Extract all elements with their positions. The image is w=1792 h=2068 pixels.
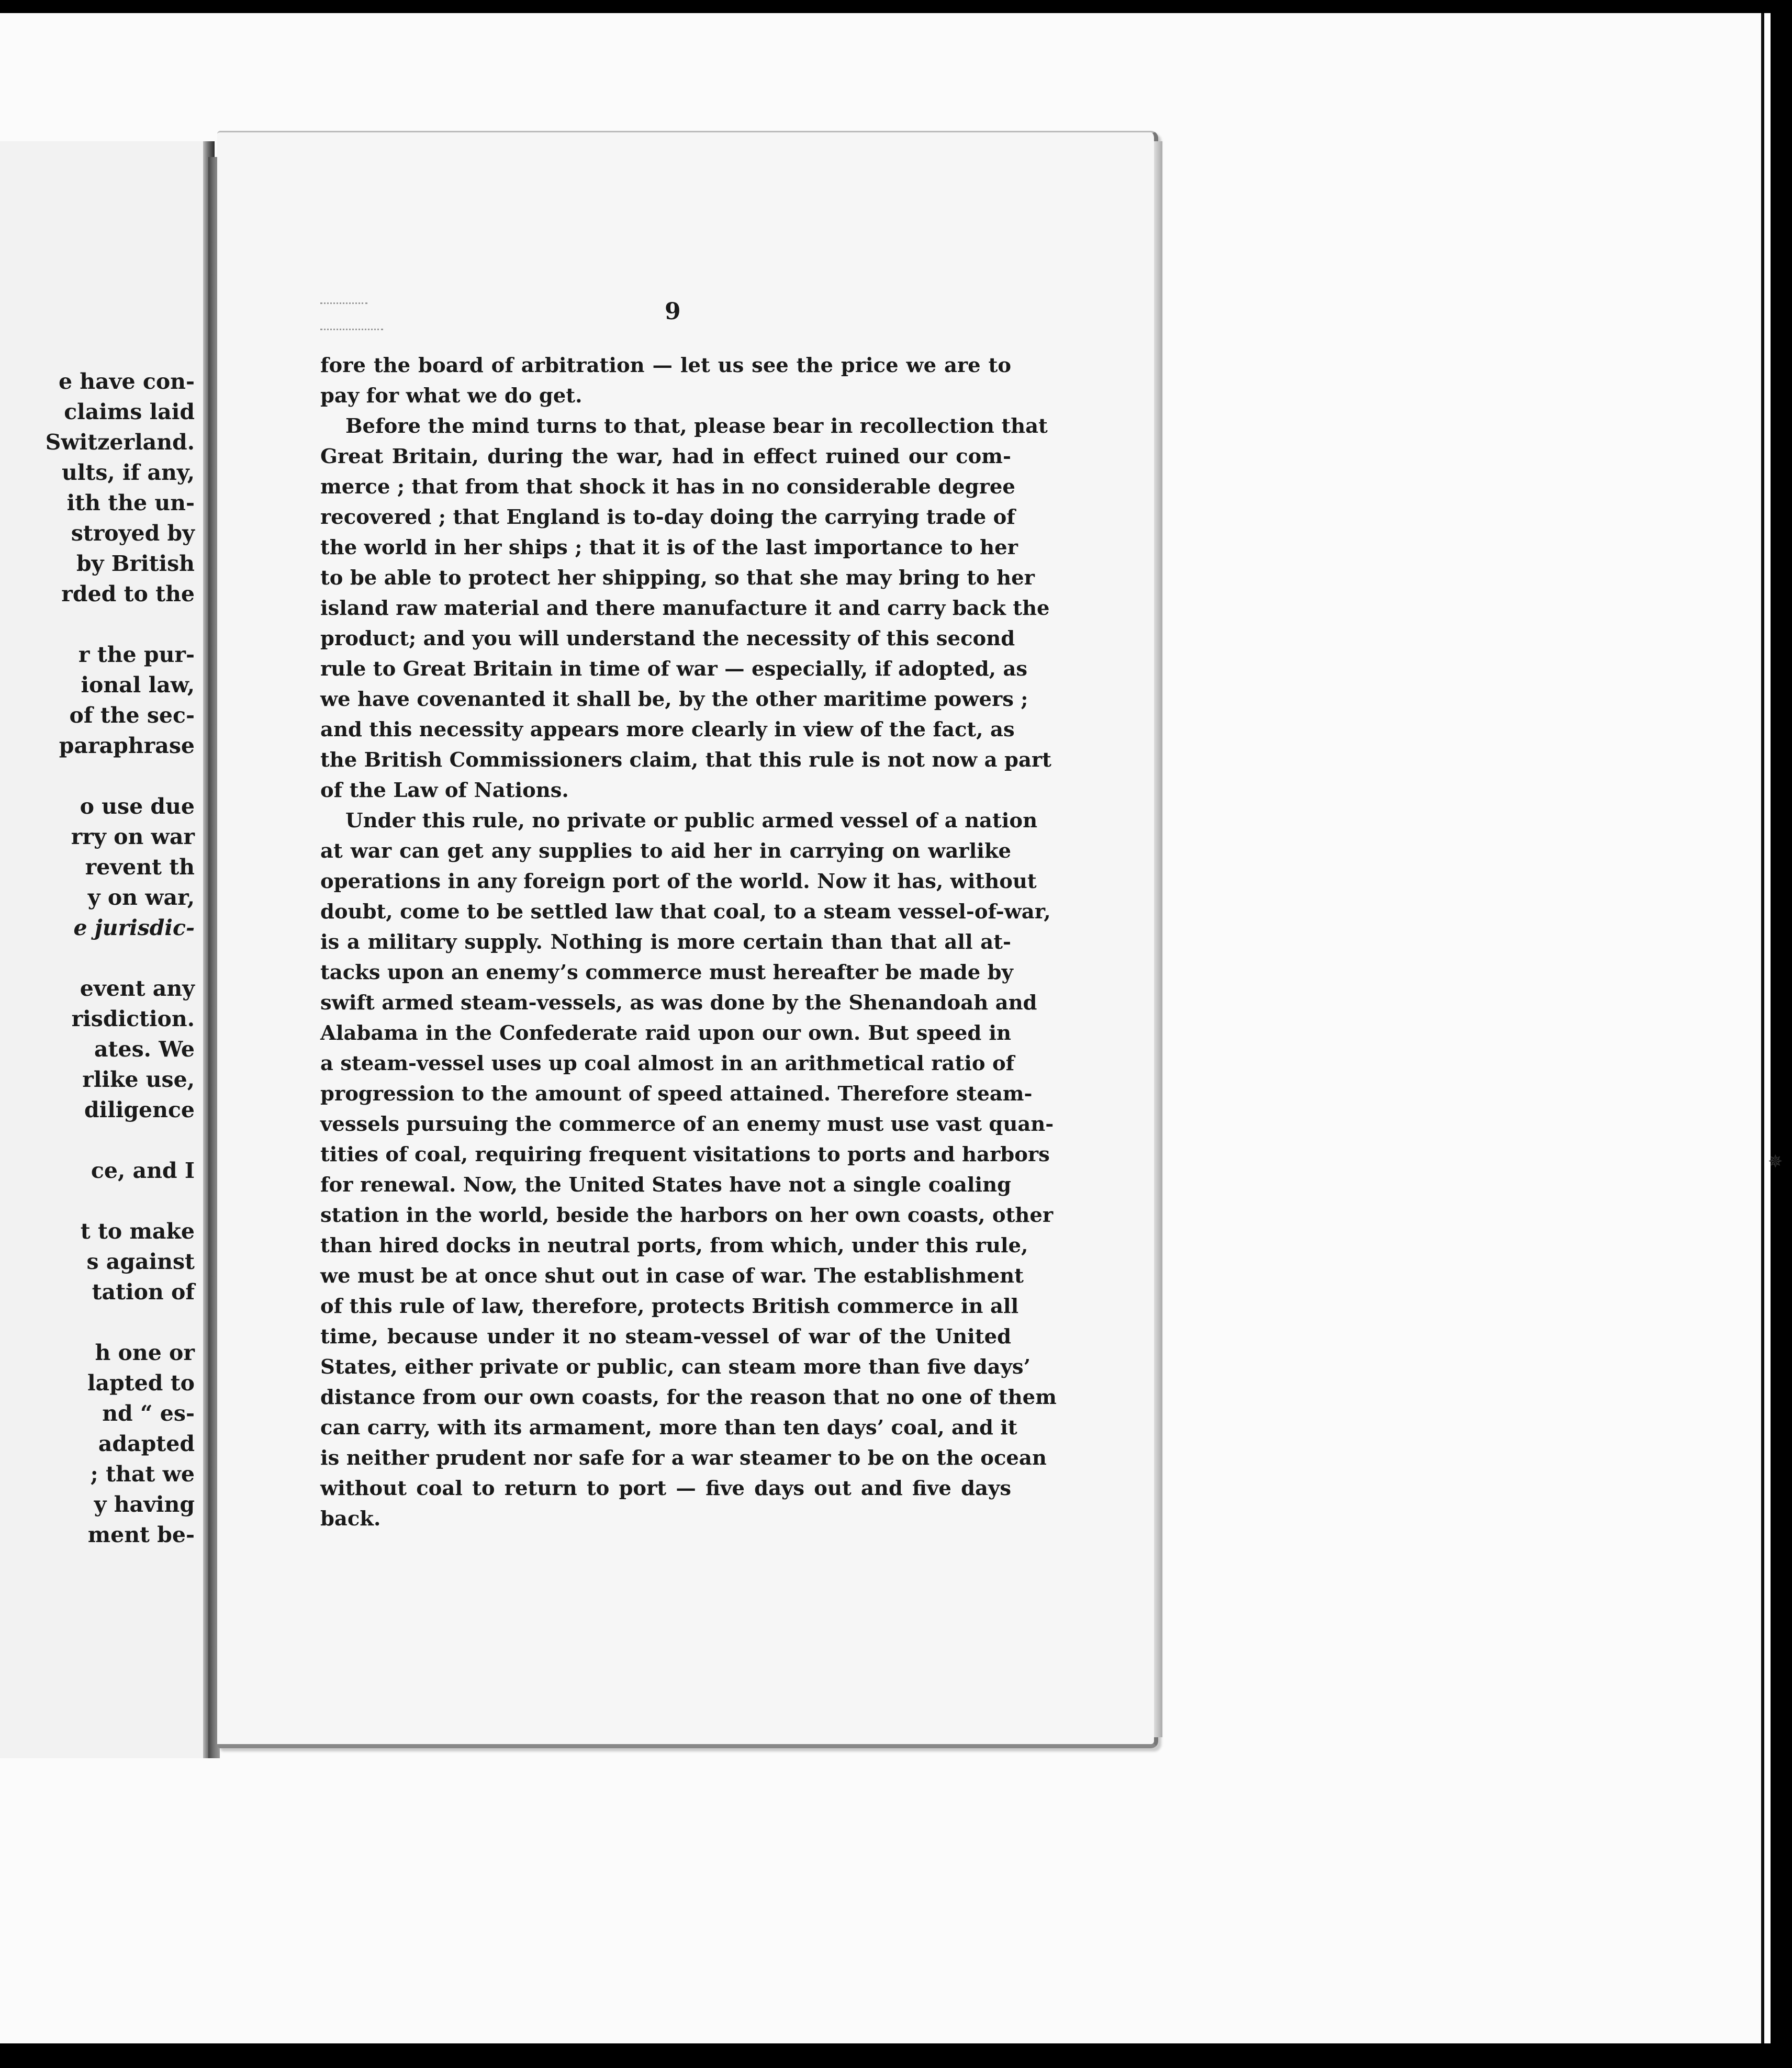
header-rule xyxy=(320,329,383,330)
text-line: e have con- xyxy=(58,369,195,394)
text-line: y having xyxy=(94,1492,195,1517)
text-line: event any xyxy=(80,976,195,1001)
text-line: progression to the amount of speed attained. Therefore steam- xyxy=(320,1082,1033,1106)
text-line: the British Commissioners claim, that this rule is not now a part xyxy=(320,748,1051,772)
text-line: ; that we xyxy=(90,1462,195,1487)
text-line: operations in any foreign port of the world. Now it has, without xyxy=(320,870,1037,893)
text-line xyxy=(0,609,195,639)
text-line: States, either private or public, can steam more than five days’ xyxy=(320,1355,1031,1379)
text-line: ional law, xyxy=(81,672,195,698)
text-line: paraphrase xyxy=(59,733,195,758)
text-line: claims laid xyxy=(64,399,195,424)
text-line: rded to the xyxy=(61,581,195,606)
text-line: of this rule of law, therefore, protects British commerce in all xyxy=(320,1295,1019,1318)
text-line: is a military supply. Nothing is more certain than that all at- xyxy=(320,930,1011,954)
text-line: rlike use, xyxy=(82,1067,195,1092)
text-line: to be able to protect her shipping, so that she may bring to her xyxy=(320,566,1035,590)
text-line: at war can get any supplies to aid her in carrying on warlike xyxy=(320,839,1011,863)
scan-speck-icon: ✵ xyxy=(1768,1151,1783,1172)
text-line: t to make xyxy=(80,1219,195,1244)
text-line: we have covenanted it shall be, by the other maritime powers ; xyxy=(320,688,1028,711)
text-line: tation of xyxy=(92,1279,195,1305)
text-line: adapted xyxy=(98,1431,195,1456)
text-line: time, because under it no steam-vessel of war of the United xyxy=(320,1325,1011,1348)
text-line: merce ; that from that shock it has in no considerable degree xyxy=(320,475,1015,499)
text-line xyxy=(0,943,195,973)
text-line: recovered ; that England is to-day doing the carrying trade of xyxy=(320,505,1015,529)
text-line: ults, if any, xyxy=(62,460,195,485)
text-line: the world in her ships ; that it is of the last importance to her xyxy=(320,536,1018,559)
text-line: ith the un- xyxy=(66,490,195,515)
text-line: ates. We xyxy=(94,1037,195,1062)
left-page-text xyxy=(0,366,195,1550)
text-line xyxy=(0,761,195,791)
text-line: rule to Great Britain in time of war — especially, if adopted, as xyxy=(320,657,1028,681)
text-line: without coal to return to port — five days out and five days xyxy=(320,1477,1011,1500)
text-line: island raw material and there manufacture it and carry back the xyxy=(320,597,1050,620)
text-line xyxy=(0,1307,195,1338)
text-line: fore the board of arbitration — let us see the price we are to xyxy=(320,354,1011,377)
text-line: e jurisdic- xyxy=(73,915,195,940)
text-line: tacks upon an enemy’s commerce must hereafter be made by xyxy=(320,961,1013,984)
text-line: tities of coal, requiring frequent visitations to ports and harbors xyxy=(320,1143,1050,1166)
header-rule xyxy=(320,302,367,304)
text-line: o use due xyxy=(80,794,195,819)
scan-edge xyxy=(1761,13,1771,2043)
text-line: doubt, come to be settled law that coal, to a steam vessel-of-war, xyxy=(320,900,1051,924)
text-line: for renewal. Now, the United States have not a single coaling xyxy=(320,1173,1011,1197)
text-line: h one or xyxy=(95,1340,195,1365)
text-line: s against xyxy=(86,1249,195,1274)
text-line: Great Britain, during the war, had in effect ruined our com- xyxy=(320,445,1011,468)
text-line: than hired docks in neutral ports, from which, under this rule, xyxy=(320,1234,1028,1257)
text-line: lapted to xyxy=(87,1370,195,1396)
text-line: Alabama in the Confederate raid upon our own. But speed in xyxy=(320,1021,1011,1045)
text-line: product; and you will understand the necessity of this second xyxy=(320,627,1015,650)
text-line: Switzerland. xyxy=(45,430,195,455)
text-line: station in the world, beside the harbors on her own coasts, other xyxy=(320,1204,1054,1227)
text-line: distance from our own coasts, for the reason that no one of them xyxy=(320,1386,1057,1409)
text-line: y on war, xyxy=(87,885,195,910)
text-line: diligence xyxy=(84,1097,195,1122)
text-line: ment be- xyxy=(87,1522,195,1547)
text-line: nd “ es- xyxy=(102,1401,195,1426)
text-line: is neither prudent nor safe for a war steamer to be on the ocean xyxy=(320,1446,1047,1470)
text-line: back. xyxy=(320,1507,381,1531)
text-line: r the pur- xyxy=(78,642,195,667)
text-line: swift armed steam-vessels, as was done by the Shenandoah and xyxy=(320,991,1037,1015)
text-line: vessels pursuing the commerce of an enemy must use vast quan- xyxy=(320,1112,1054,1136)
text-line: of the sec- xyxy=(69,703,195,728)
left-facing-page xyxy=(0,141,215,1758)
text-line: risdiction. xyxy=(71,1006,195,1031)
text-line: Under this rule, no private or public armed vessel of a nation xyxy=(345,809,1038,833)
text-line xyxy=(0,1125,195,1155)
text-line: of the Law of Nations. xyxy=(320,779,569,802)
text-line: revent th xyxy=(85,855,195,880)
text-line: can carry, with its armament, more than ten days’ coal, and it xyxy=(320,1416,1017,1440)
text-line xyxy=(0,1186,195,1216)
text-line: Before the mind turns to that, please bear in recollection that xyxy=(345,414,1048,438)
page-body-text xyxy=(320,351,1057,1534)
text-line: pay for what we do get. xyxy=(320,384,583,408)
text-line: ce, and I xyxy=(91,1158,195,1183)
text-line: by British xyxy=(76,551,195,576)
page-number: 9 xyxy=(665,298,681,325)
text-line: and this necessity appears more clearly in view of the fact, as xyxy=(320,718,1015,741)
text-line: stroyed by xyxy=(71,521,195,546)
text-line: we must be at once shut out in case of war. The establishment xyxy=(320,1264,1024,1288)
page-edge xyxy=(1154,141,1162,1737)
text-line: rry on war xyxy=(71,824,195,849)
text-line: a steam-vessel uses up coal almost in an arithmetical ratio of xyxy=(320,1052,1015,1075)
